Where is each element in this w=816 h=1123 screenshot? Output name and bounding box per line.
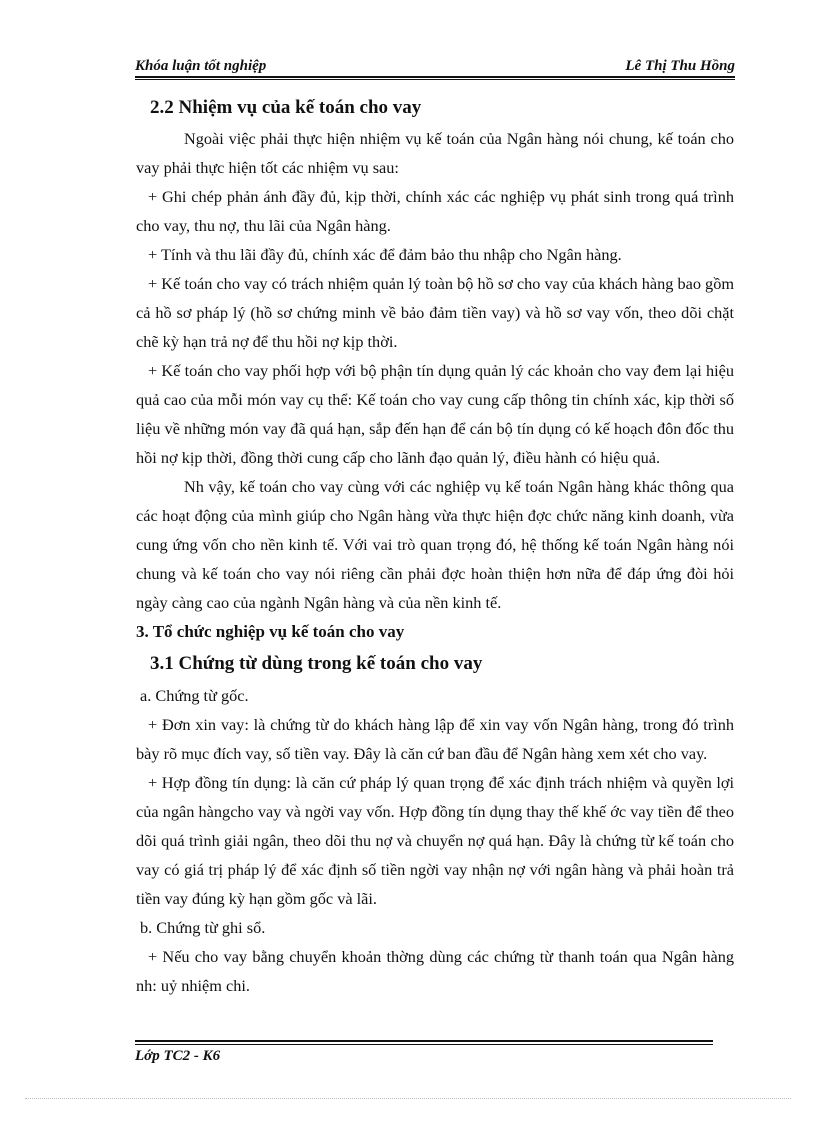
duty-bullet-3: + Kế toán cho vay có trách nhiệm quản lý toàn bộ hồ sơ cho vay của khách hàng bao gồm cả hồ sơ pháp lý (hồ sơ chứng minh về bảo đảm tiền vay) và hồ sơ vay vốn, theo dõi chặt chẽ kỳ hạn trả nợ để thu hồi nợ kịp thời. xyxy=(136,274,734,351)
section-3-1-heading: 3.1 Chứng từ dùng trong kế toán cho vay xyxy=(150,653,483,674)
footer-class-label: Lớp TC2 - K6 xyxy=(135,1048,221,1064)
section-2-2-heading: 2.2 Nhiệm vụ của kế toán cho vay xyxy=(150,97,422,118)
loan-application-item: + Đơn xin vay: là chứng từ do khách hàng lập để xin vay vốn Ngân hàng, trong đó trình bày rõ mục đích vay, số tiền vay. Đây là căn cứ ban đầu để Ngân hàng xem xét cho vay. xyxy=(136,715,734,763)
page-body xyxy=(136,92,734,1000)
original-documents-label: a. Chứng từ gốc. xyxy=(140,686,249,705)
bookkeeping-documents-label: b. Chứng từ ghi sổ. xyxy=(140,918,266,937)
duty-bullet-1: + Ghi chép phản ánh đầy đủ, kịp thời, chính xác các nghiệp vụ phát sinh trong quá trình cho vay, thu nợ, thu lãi của Ngân hàng. xyxy=(136,187,734,235)
header-thesis-label: Khóa luận tốt nghiệp xyxy=(135,58,267,74)
header-rule xyxy=(135,76,735,78)
section-2-2-conclusion: Nh vậy, kế toán cho vay cùng với các nghiệp vụ kế toán Ngân hàng khác thông qua các hoạt động của mình giúp cho Ngân hàng vừa thực hiện đợc chức năng kinh doanh, vừa cung ứng vốn cho nền kinh tế. Với vai trò quan trọng đó, hệ thống kế toán Ngân hàng nói chung và kế toán cho vay nói riêng cần phải đợc hoàn thiện hơn nữa để đáp ứng đòi hỏi ngày càng cao của ngành Ngân hàng và của nền kinh tế. xyxy=(136,477,734,612)
page-edge-divider xyxy=(25,1098,791,1099)
section-2-2-intro: Ngoài việc phải thực hiện nhiệm vụ kế toán của Ngân hàng nói chung, kế toán cho vay phải thực hiện tốt các nhiệm vụ sau: xyxy=(136,129,734,177)
header-author-name: Lê Thị Thu Hồng xyxy=(625,58,735,74)
header-rule-thin xyxy=(135,79,735,80)
footer-rule xyxy=(135,1040,713,1042)
section-3-heading: 3. Tổ chức nghiệp vụ kế toán cho vay xyxy=(136,622,405,641)
page-header xyxy=(135,54,735,82)
credit-contract-item: + Hợp đồng tín dụng: là căn cứ pháp lý quan trọng để xác định trách nhiệm và quyền lợi của ngân hàngcho vay và ngời vay vốn. Hợp đồng tín dụng thay thế khế ớc vay tiền để theo dõi quá trình giải ngân, theo dõi thu nợ và chuyển nợ quá hạn. Đây là chứng từ kế toán cho vay có giá trị pháp lý để xác định số tiền ngời vay nhận nợ với ngân hàng và phải hoàn trả tiền vay đúng kỳ hạn gồm gốc và lãi. xyxy=(136,773,734,908)
duty-bullet-4: + Kế toán cho vay phối hợp với bộ phận tín dụng quản lý các khoản cho vay đem lại hiệu quả cao của mỗi món vay cụ thể: Kế toán cho vay cung cấp thông tin chính xác, kịp thời số liệu về những món vay đã quá hạn, sắp đến hạn để cán bộ tín dụng có kế hoạch đôn đốc thu hồi nợ kịp thời, đồng thời cung cấp cho lãnh đạo quản lý, điều hành có hiệu quả. xyxy=(136,361,734,467)
duty-bullet-2: + Tính và thu lãi đầy đủ, chính xác để đảm bảo thu nhập cho Ngân hàng. xyxy=(148,245,622,264)
transfer-documents-item: + Nếu cho vay bằng chuyển khoản thờng dùng các chứng từ thanh toán qua Ngân hàng nh: uỷ nhiệm chi. xyxy=(136,947,734,995)
footer-rule-thin xyxy=(135,1044,713,1045)
